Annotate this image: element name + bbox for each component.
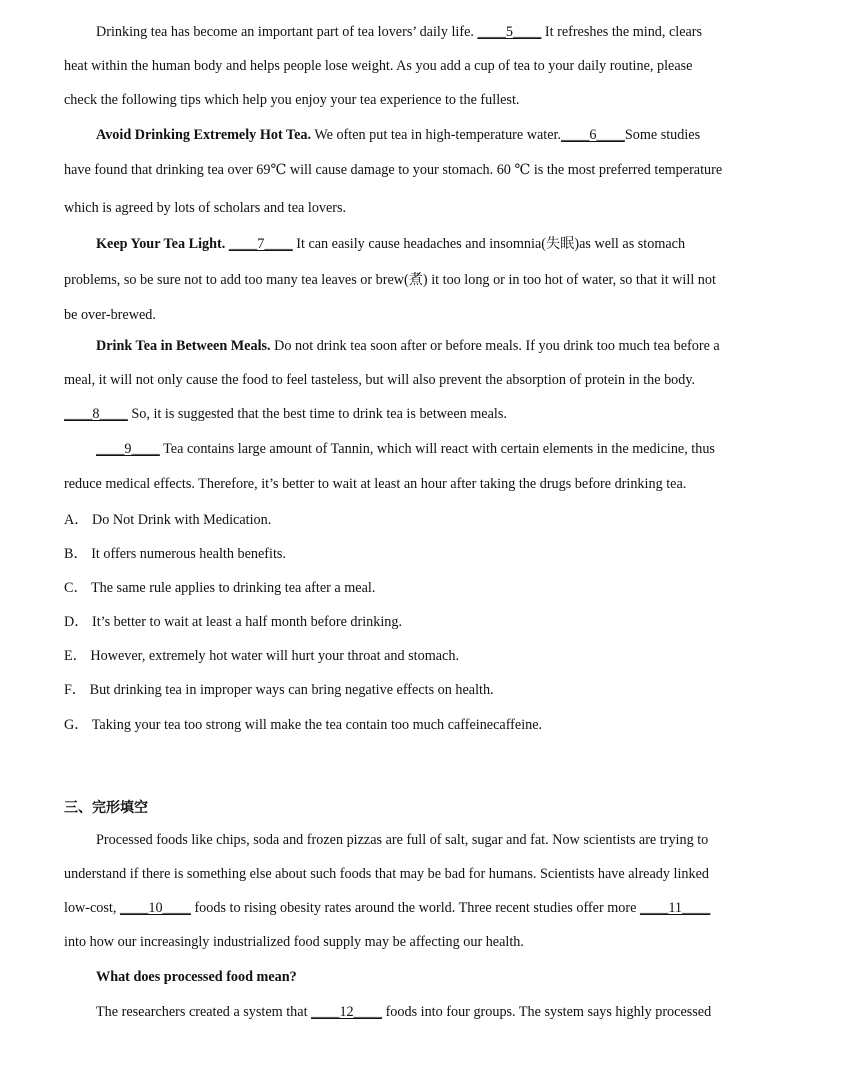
passage-line: heat within the human body and helps people lose weight. As you add a cup of tea to your daily routine, please [64, 58, 693, 74]
tip-heading: Keep Your Tea Light. [96, 236, 226, 252]
option-a: A． Do Not Drink with Medication. [64, 512, 272, 528]
passage-line [64, 405, 800, 423]
subheading: What does processed food mean? [96, 969, 297, 985]
text: low-cost, [64, 900, 120, 916]
text: Some studies [624, 127, 701, 143]
passage-line: which is agreed by lots of scholars and tea lovers. [64, 200, 347, 216]
text: foods to rising obesity rates around the world. Three recent studies offer more [190, 900, 640, 916]
blank-7: ____7____ [228, 236, 293, 252]
passage-line [96, 235, 800, 253]
text: Do not drink tea soon after or before meals. If you drink too much tea before a [270, 338, 720, 354]
passage-line [96, 337, 800, 355]
passage-line: be over-brewed. [64, 307, 156, 323]
blank-8: ____8____ [64, 406, 128, 422]
passage-line: meal, it will not only cause the food to feel tasteless, but will also prevent the absorption of protein in the body. [64, 372, 696, 388]
passage-line [96, 1003, 800, 1021]
section-heading: 三、完形填空 [64, 800, 148, 816]
blank-11: ____11____ [639, 900, 711, 916]
option-e: E． However, extremely hot water will hurt your throat and stomach. [64, 648, 459, 664]
passage-line [64, 899, 800, 917]
text: It can easily cause headaches and insomnia(失眠)as well as stomach [292, 236, 686, 252]
passage-line: check the following tips which help you enjoy your tea experience to the fullest. [64, 92, 520, 108]
passage-line: understand if there is something else about such foods that may be bad for humans. Scientists have already linked [64, 866, 709, 882]
text: It refreshes the mind, clears [541, 24, 703, 40]
passage-line: Processed foods like chips, soda and frozen pizzas are full of salt, sugar and fat. Now scientists are trying to [96, 832, 709, 848]
text: Tea contains large amount of Tannin, which will react with certain elements in the medicine, thus [159, 441, 715, 457]
option-c: C． The same rule applies to drinking tea after a meal. [64, 580, 376, 596]
blank-12: ____12____ [311, 1004, 383, 1020]
tip-heading: Drink Tea in Between Meals. [96, 338, 271, 354]
text: The researchers created a system that [96, 1004, 312, 1020]
passage-line [96, 440, 800, 458]
text: foods into four groups. The system says highly processed [382, 1004, 712, 1020]
option-g: G． Taking your tea too strong will make the tea contain too much caffeinecaffeine. [64, 717, 543, 733]
blank-6: ____6____ [561, 127, 625, 143]
text: So, it is suggested that the best time to drink tea is between meals. [127, 406, 507, 422]
tip-heading: Avoid Drinking Extremely Hot Tea. [96, 127, 312, 143]
option-f: F． But drinking tea in improper ways can bring negative effects on health. [64, 682, 494, 698]
passage-line: into how our increasingly industrialized food supply may be affecting our health. [64, 934, 524, 950]
text: Drinking tea has become an important part of tea lovers’ daily life. [96, 24, 478, 40]
passage-line: reduce medical effects. Therefore, it’s better to wait at least an hour after taking the drugs before drinking tea. [64, 476, 687, 492]
passage-line: problems, so be sure not to add too many tea leaves or brew(煮) it too long or in too hot of water, so that it will not [64, 272, 716, 288]
passage-line: have found that drinking tea over 69℃ will cause damage to your stomach. 60 ℃ is the most preferred temperature [64, 162, 723, 178]
text: We often put tea in high-temperature water. [311, 127, 561, 143]
passage-line [96, 23, 800, 41]
option-d: D． It’s better to wait at least a half month before drinking. [64, 614, 403, 630]
blank-10: ____10____ [119, 900, 191, 916]
blank-9: ____9____ [96, 441, 160, 457]
blank-5: ____5____ [477, 24, 542, 40]
option-b: B． It offers numerous health benefits. [64, 546, 286, 562]
passage-line [96, 126, 800, 144]
